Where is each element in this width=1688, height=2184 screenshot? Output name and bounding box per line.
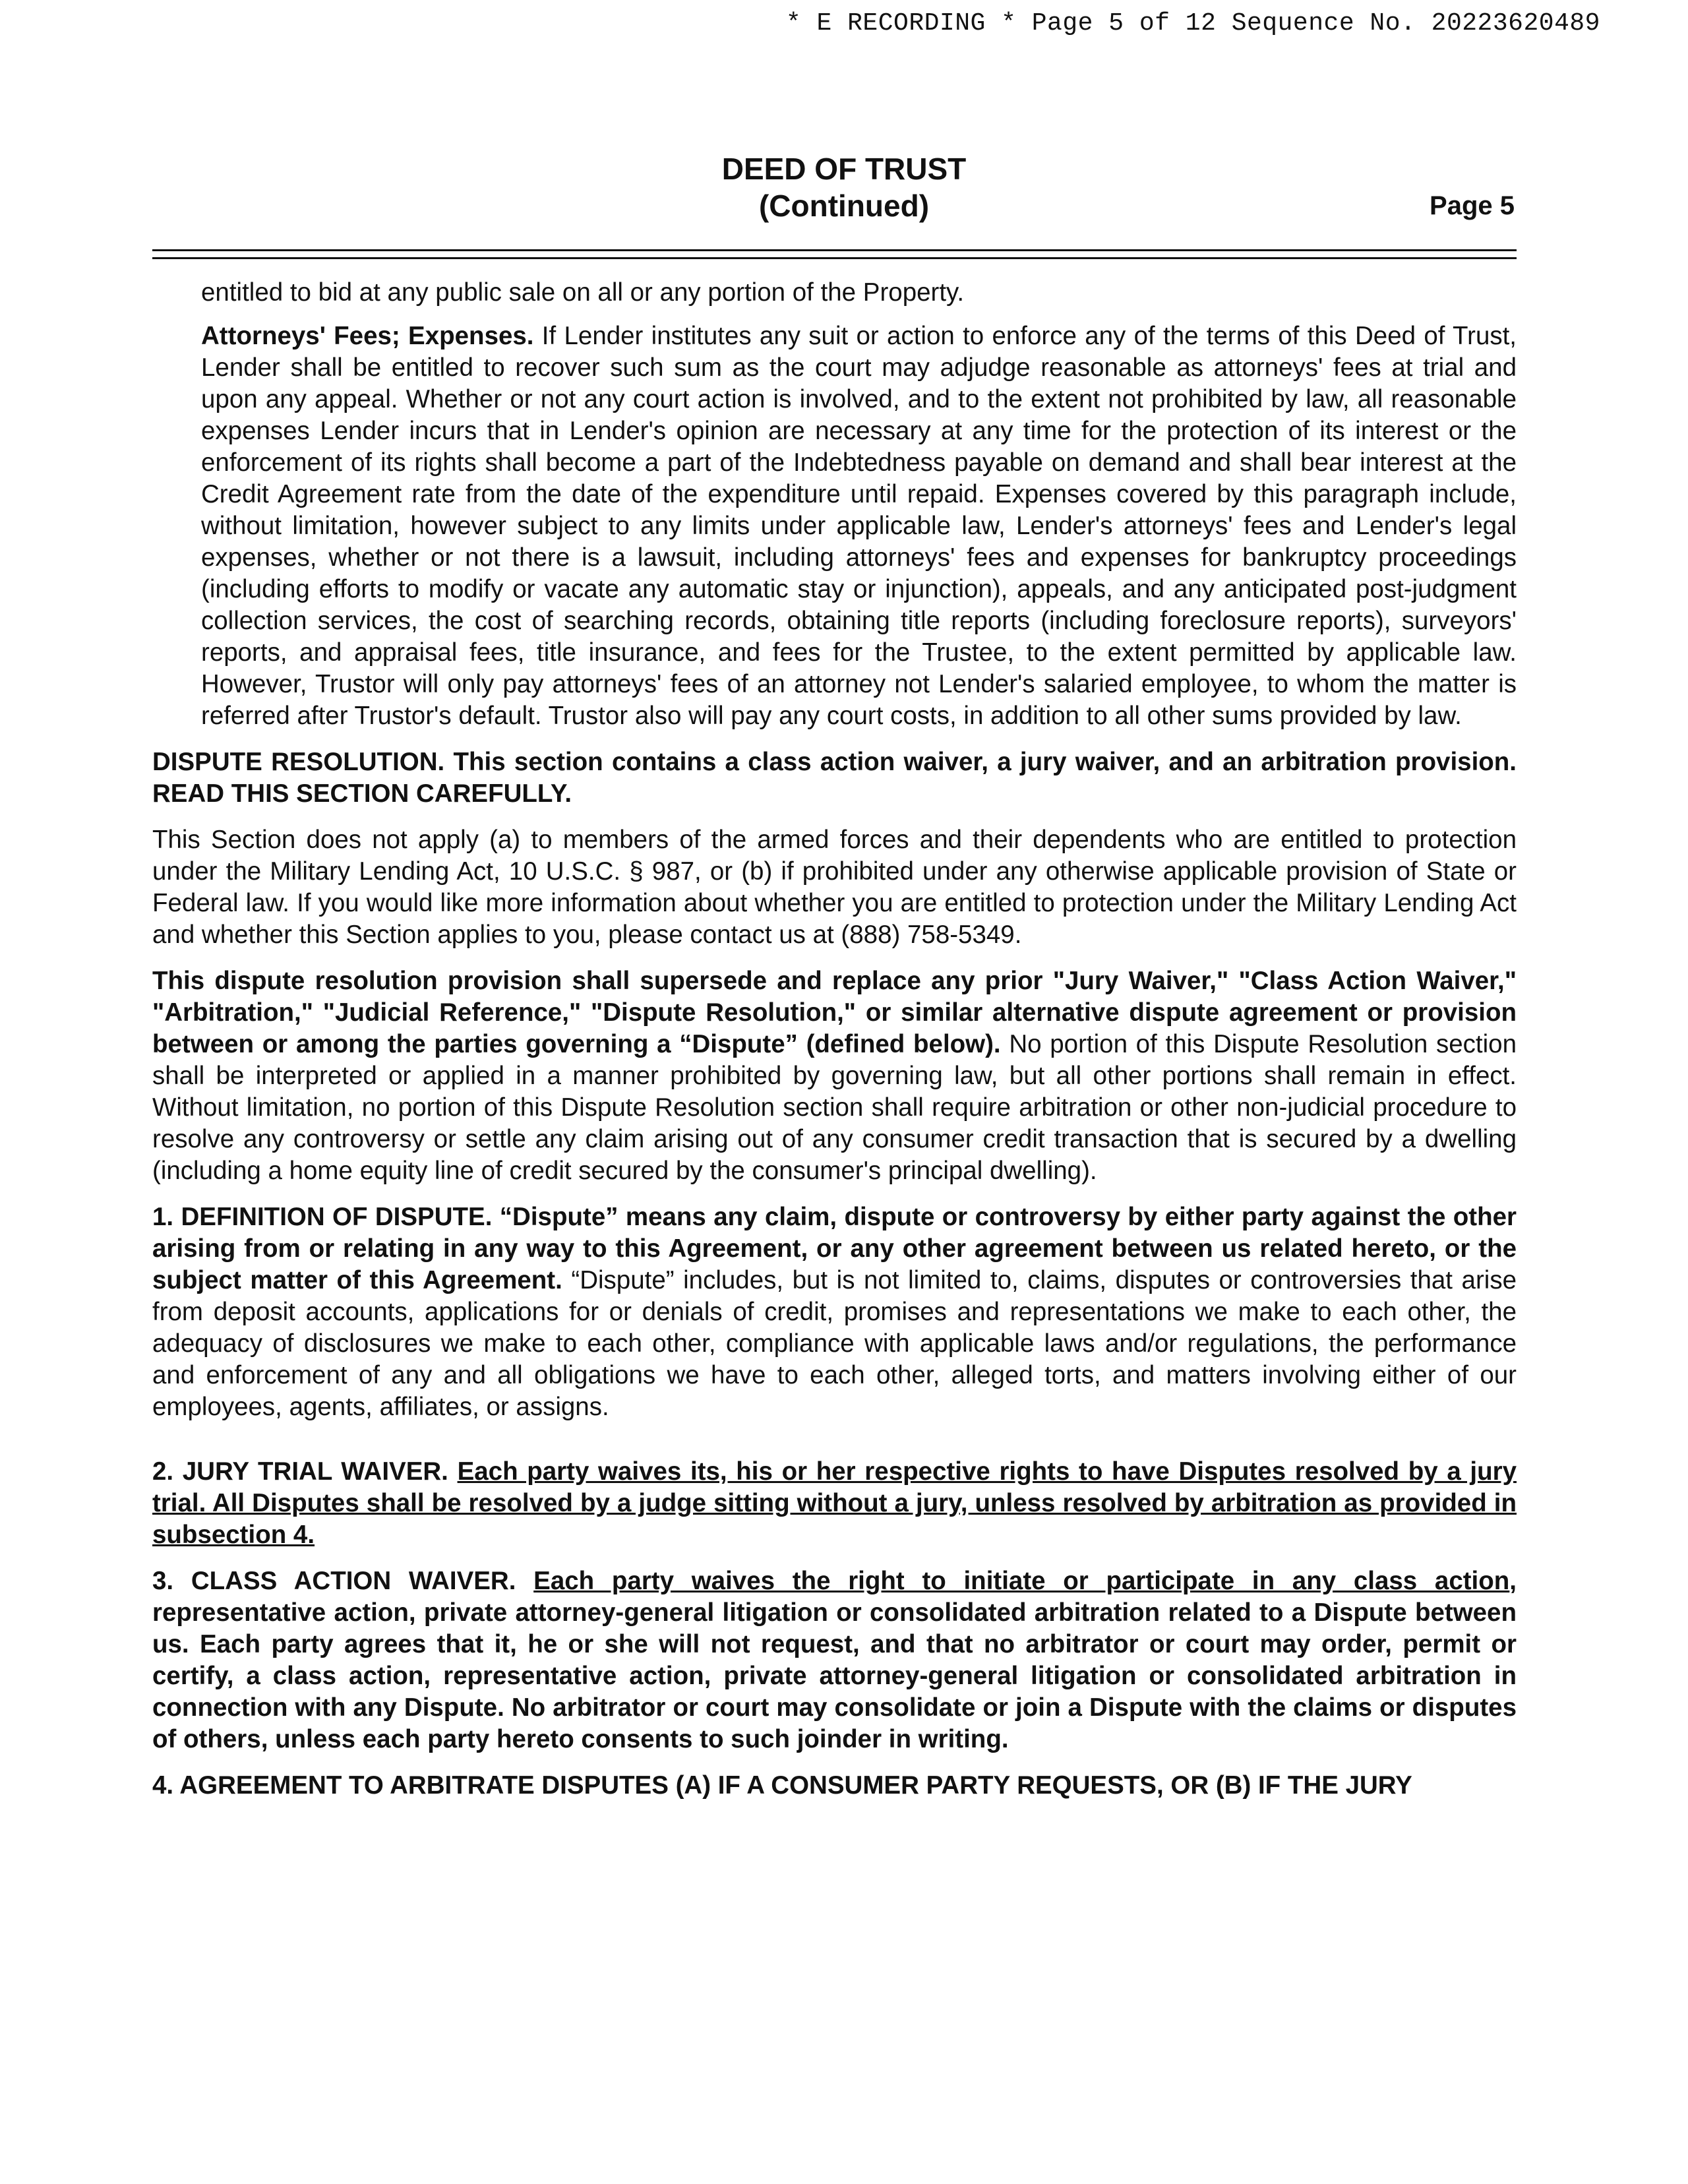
- title-deed-of-trust: DEED OF TRUST: [721, 152, 967, 186]
- paragraph-dispute-resolution-heading: DISPUTE RESOLUTION. This section contains a class action waiver, a jury waiver, and an arbitration provision. READ THIS SECTION CAREFULLY.: [152, 748, 1517, 808]
- paragraph-bid-at-sale: entitled to bid at any public sale on all or any portion of the Property.: [201, 278, 965, 307]
- class-action-underlined: Each party waives the right to initiate or participate in any class action: [533, 1567, 1510, 1595]
- attorneys-fees-body: If Lender institutes any suit or action to enforce any of the terms of this Deed of Trust, Lender shall be entitled to recover such sum as the court may adjudge reasonable as attorneys' fees at trial and upon any appeal. Whether or not any court action is involved, and to the extent not prohibited by law, all reasonable expenses Lender incurs that in Lender's opinion are necessary at any time for the protection of its interest or the enforcement of its rights shall become a part of the Indebtedness payable on demand and shall bear interest at the Credit Agreement rate from the date of the expenditure until repaid. Expenses covered by this paragraph include, without limitation, however subject to any limits under applicable law, Lender's attorneys' fees and Lender's legal expenses, whether or not there is a lawsuit, including attorneys' fees and expenses for bankruptcy proceedings (including efforts to modify or vacate any automatic stay or injunction), appeals, and any anticipated post-judgment collection services, the cost of searching records, obtaining title reports (including foreclosure reports), surveyors' reports, and appraisal fees, title insurance, and fees for the Trustee, to the extent permitted by applicable law. However, Trustor will only pay attorneys' fees of an attorney not Lender's salaried employee, to whom the matter is referred after Trustor's default. Trustor also will pay any court costs, in addition to all other sums provided by law.: [201, 322, 1517, 730]
- supersede-bold: This dispute resolution provision shall supersede and replace any prior "Jury Waiver," "Class Action Waiver," "Arbitration," "Judicial Reference," "Dispute Resolution," or similar alternative dispute agreement or provision between or among the parties governing a “Dispute” (defined below).: [152, 967, 1517, 1058]
- paragraph-attorneys-fees: [152, 320, 1517, 732]
- definition-bold: 1. DEFINITION OF DISPUTE. “Dispute” means any claim, dispute or controversy by either party against the other arising from or relating in any way to this Agreement, or any other agreement between us related hereto, or the subject matter of this Agreement.: [152, 1203, 1517, 1294]
- paragraph-class-action-waiver: [152, 1565, 1517, 1755]
- supersede-body: No portion of this Dispute Resolution section shall be interpreted or applied in a manner prohibited by governing law, but all other portions shall remain in effect. Without limitation, no portion of this Dispute Resolution section shall require arbitration or other non-judicial procedure to resolve any controversy or settle any claim arising out of any consumer credit transaction that is secured by a dwelling (including a home equity line of credit secured by the consumer's principal dwelling).: [152, 1030, 1517, 1185]
- document-body: [152, 277, 1517, 1802]
- header-rule-bottom: [152, 257, 1517, 259]
- header-rule-top: [152, 249, 1517, 251]
- paragraph-jury-trial-waiver: [152, 1456, 1517, 1551]
- paragraph-military-lending-act: This Section does not apply (a) to members of the armed forces and their dependents who are entitled to protection under the Military Lending Act, 10 U.S.C. § 987, or (b) if prohibited under any otherwise applicable provision of State or Federal law. If you would like more information about whether you are entitled to protection under the Military Lending Act and whether this Section applies to you, please contact us at (888) 758-5349.: [152, 826, 1517, 949]
- paragraph-definition-of-dispute: [152, 1201, 1517, 1423]
- page-number: Page 5: [1430, 191, 1515, 220]
- jury-waiver-heading: 2. JURY TRIAL WAIVER.: [152, 1457, 448, 1486]
- paragraph-supersede: [152, 965, 1517, 1187]
- title-continued: (Continued): [758, 189, 930, 223]
- attorneys-fees-heading: Attorneys' Fees; Expenses.: [201, 322, 534, 350]
- recording-stamp: * E RECORDING * Page 5 of 12 Sequence No. 20223620489: [785, 9, 1600, 38]
- class-action-body: , representative action, private attorney-general litigation or consolidated arbitration related to a Dispute between us. Each party agrees that it, he or she will not request, and that no arbitrator or court may order, permit or certify, a class action, representative action, private attorney-general litigation or consolidated arbitration in connection with any Dispute. No arbitrator or court may consolidate or join a Dispute with the claims or disputes of others, unless each party hereto consents to such joinder in writing.: [152, 1567, 1517, 1753]
- class-action-heading: 3. CLASS ACTION WAIVER.: [152, 1567, 516, 1595]
- paragraph-agreement-to-arbitrate: 4. AGREEMENT TO ARBITRATE DISPUTES (A) IF A CONSUMER PARTY REQUESTS, OR (B) IF THE JURY: [152, 1771, 1412, 1800]
- definition-body: “Dispute” includes, but is not limited to, claims, disputes or controversies that arise from deposit accounts, applications for or denials of credit, promises and representations we make to each other, the adequacy of disclosures we make to each other, compliance with applicable laws and/or regulations, the performance and enforcement of any and all obligations we have to each other, alleged torts, and matters involving either of our employees, agents, affiliates, or assigns.: [152, 1266, 1517, 1421]
- jury-waiver-underlined: Each party waives its, his or her respective rights to have Disputes resolved by a jury trial. All Disputes shall be resolved by a judge sitting without a jury, unless resolved by arbitration as provided in subsection 4.: [152, 1457, 1517, 1549]
